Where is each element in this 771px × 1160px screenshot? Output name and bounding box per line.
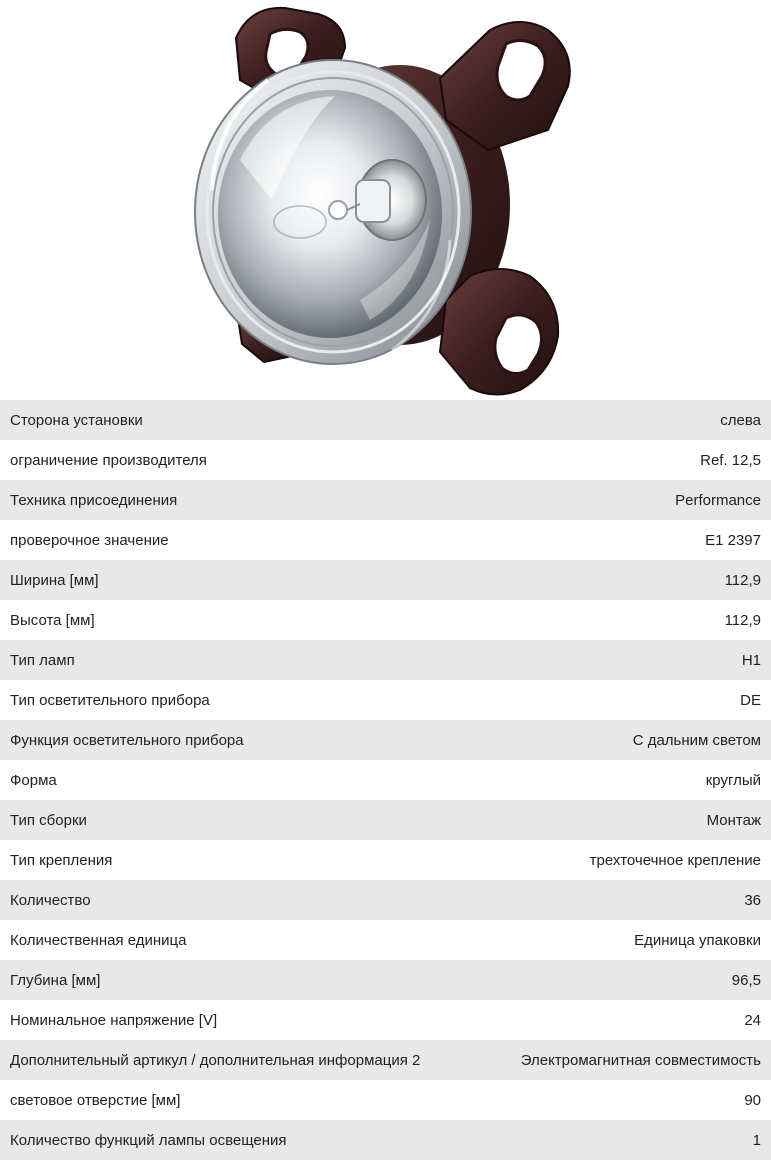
spec-value: Единица упаковки (634, 931, 761, 949)
spec-value: 24 (744, 1011, 761, 1029)
spec-row-lamp-function-count (0, 1120, 771, 1160)
spec-row-mounting-side (0, 400, 771, 440)
spec-label: ограничение производителя (10, 451, 207, 469)
spec-value: Performance (675, 491, 761, 509)
spec-value: С дальним светом (632, 731, 761, 749)
spec-value: 112,9 (724, 611, 761, 629)
spec-label: световое отверстие [мм] (10, 1091, 181, 1109)
spec-label: Тип сборки (10, 811, 87, 829)
spec-value: слева (720, 411, 761, 429)
spec-label: Глубина [мм] (10, 971, 101, 989)
spec-value: 96,5 (731, 971, 761, 989)
spec-value: E1 2397 (705, 531, 761, 549)
spec-label: Дополнительный артикул / дополнительная информация 2 (10, 1051, 421, 1069)
spec-row-shape (0, 760, 771, 800)
spec-label: Количественная единица (10, 931, 187, 949)
spec-value: Ref. 12,5 (700, 451, 761, 469)
spec-label: Тип крепления (10, 851, 113, 869)
spec-value: Монтаж (706, 811, 761, 829)
spec-value: трехточечное крепление (589, 851, 761, 869)
spec-value: 1 (752, 1131, 761, 1149)
spec-row-height (0, 600, 771, 640)
spec-row-quantity-unit (0, 920, 771, 960)
spec-row-assembly-type (0, 800, 771, 840)
spec-value: Электромагнитная совместимость (520, 1051, 761, 1069)
spec-row-additional-info (0, 1040, 771, 1080)
spec-row-fastening-type (0, 840, 771, 880)
spec-label: Форма (10, 771, 57, 789)
spec-label: Ширина [мм] (10, 571, 99, 589)
spec-row-quantity (0, 880, 771, 920)
spec-row-test-value (0, 520, 771, 560)
spec-row-light-unit-type (0, 680, 771, 720)
spec-label: Сторона установки (10, 411, 143, 429)
spec-label: Номинальное напряжение [V] (10, 1011, 218, 1029)
spec-label: Тип осветительного прибора (10, 691, 210, 709)
spec-row-light-function (0, 720, 771, 760)
spec-label: Функция осветительного прибора (10, 731, 244, 749)
product-image (0, 0, 771, 400)
spec-value: 90 (744, 1091, 761, 1109)
spec-row-manufacturer-restriction (0, 440, 771, 480)
spec-label: Высота [мм] (10, 611, 95, 629)
spec-label: Техника присоединения (10, 491, 178, 509)
spec-value: DE (740, 691, 761, 709)
spec-row-width (0, 560, 771, 600)
spec-label: Тип ламп (10, 651, 75, 669)
spec-value: H1 (741, 651, 761, 669)
spec-row-depth (0, 960, 771, 1000)
spec-row-light-aperture (0, 1080, 771, 1120)
spec-table (0, 400, 771, 1160)
spec-value: круглый (705, 771, 761, 789)
spec-row-lamp-type (0, 640, 771, 680)
spec-row-connection-technique (0, 480, 771, 520)
spec-label: Количество функций лампы освещения (10, 1131, 287, 1149)
spec-value: 36 (744, 891, 761, 909)
spec-label: проверочное значение (10, 531, 169, 549)
spec-row-rated-voltage (0, 1000, 771, 1040)
spec-label: Количество (10, 891, 91, 909)
spec-value: 112,9 (724, 571, 761, 589)
headlamp-product-image (0, 0, 771, 400)
